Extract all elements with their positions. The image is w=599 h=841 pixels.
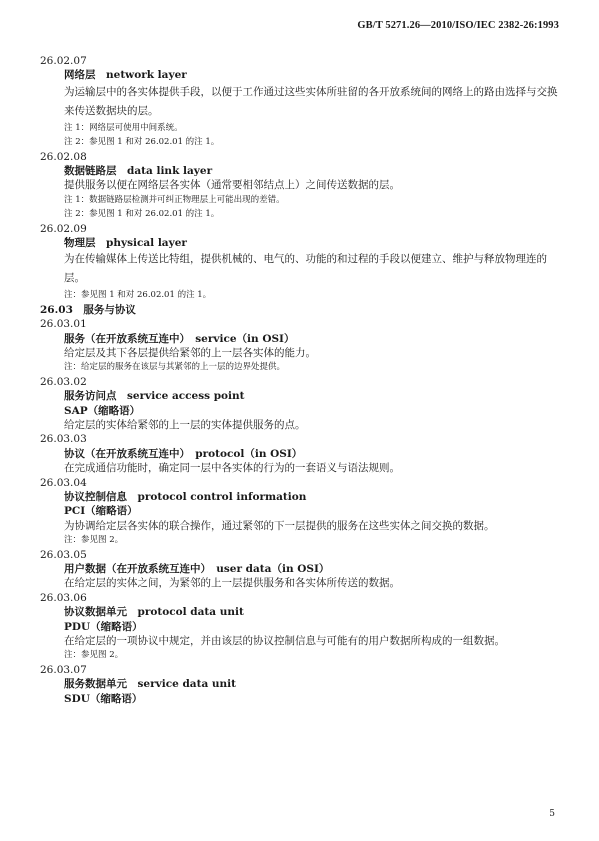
entry-definition: 给定层的实体给紧邻的上一层的实体提供服务的点。 (64, 419, 306, 432)
page-number: 5 (549, 809, 555, 819)
entry-note: 注 1：数据链路层检测并可纠正物理层上可能出现的差错。 (64, 194, 285, 205)
entry-number: 26.03.06 (40, 591, 87, 604)
entry-note: 注 2：参见图 1 和对 26.02.01 的注 1。 (64, 137, 220, 148)
entry-number: 26.03.01 (40, 318, 87, 331)
entry-number: 26.02.09 (40, 222, 87, 235)
entry-note: 注：给定层的服务在该层与其紧邻的上一层的边界处提供。 (64, 362, 286, 373)
entry-number: 26.03.05 (40, 548, 87, 561)
entry-term: 协议控制信息 protocol control information (64, 491, 307, 504)
entry-note: 注 2：参见图 1 和对 26.02.01 的注 1。 (64, 209, 220, 220)
entry-term: 用户数据（在开放系统互连中） user data（in OSI） (64, 563, 330, 576)
entry-term: 服务（在开放系统互连中） service（in OSI） (64, 332, 295, 345)
entry-number: 26.03.03 (40, 433, 87, 446)
entry-definition: 在给定层的一项协议中规定，并由该层的协议控制信息与可能有的用户数据所构成的一组数据。 (64, 635, 505, 648)
section-heading: 26.03 服务与协议 (40, 303, 136, 316)
entry-term: 协议数据单元 protocol data unit (64, 606, 244, 619)
standard-header: GB/T 5271.26—2010/ISO/IEC 2382-26:1993 (357, 20, 559, 31)
entry-term: 服务数据单元 service data unit (64, 678, 237, 691)
entry-number: 26.02.07 (40, 55, 87, 67)
entry-term: 网络层 network layer (64, 69, 187, 82)
entry-definition: 在完成通信功能时，确定同一层中各实体的行为的一套语义与语法规则。 (64, 462, 400, 475)
entry-abbreviation: PDU（缩略语） (64, 620, 143, 633)
entry-note: 注 1：网络层可使用中间系统。 (64, 122, 183, 133)
entry-note: 注：参见图 1 和对 26.02.01 的注 1。 (64, 290, 212, 301)
entry-definition: 提供服务以便在网络层各实体（通常要相邻结点上）之间传送数据的层。 (64, 179, 400, 192)
entry-number: 26.02.08 (40, 150, 87, 163)
entry-definition: 在给定层的实体之间，为紧邻的上一层提供服务和各实体所传送的数据。 (64, 577, 400, 590)
entry-definition: 为在传输媒体上传送比特组，提供机械的、电气的、功能的和过程的手段以便建立、维护与释放物理连的层。 (64, 253, 547, 285)
entry-definition: 给定层及其下各层提供给紧邻的上一层各实体的能力。 (64, 347, 316, 360)
entry-definition: 为协调给定层各实体的联合操作，通过紧邻的下一层提供的服务在这些实体之间交换的数据。 (64, 519, 495, 532)
entry-term: 协议（在开放系统互连中） protocol（in OSI） (64, 447, 303, 460)
entry-term: 数据链路层 data link layer (64, 165, 213, 177)
entry-number: 26.03.07 (40, 663, 87, 676)
entry-term: 服务访问点 service access point (64, 390, 245, 403)
entry-abbreviation: SDU（缩略语） (64, 692, 143, 705)
document-body (40, 54, 560, 706)
entry-term: 物理层 physical layer (64, 237, 187, 250)
entry-abbreviation: PCI（缩略语） (64, 505, 138, 518)
entry-number: 26.03.02 (40, 375, 87, 388)
entry-note: 注：参见图 2。 (64, 650, 124, 661)
entry-note: 注：参见图 2。 (64, 535, 124, 546)
entry-abbreviation: SAP（缩略语） (64, 404, 141, 417)
entry-definition: 为运输层中的各实体提供手段，以便于工作通过这些实体所驻留的各开放系统间的网络上的路由选择与交换来传送数据块的层。 (64, 85, 558, 117)
entry-number: 26.03.04 (40, 476, 87, 489)
